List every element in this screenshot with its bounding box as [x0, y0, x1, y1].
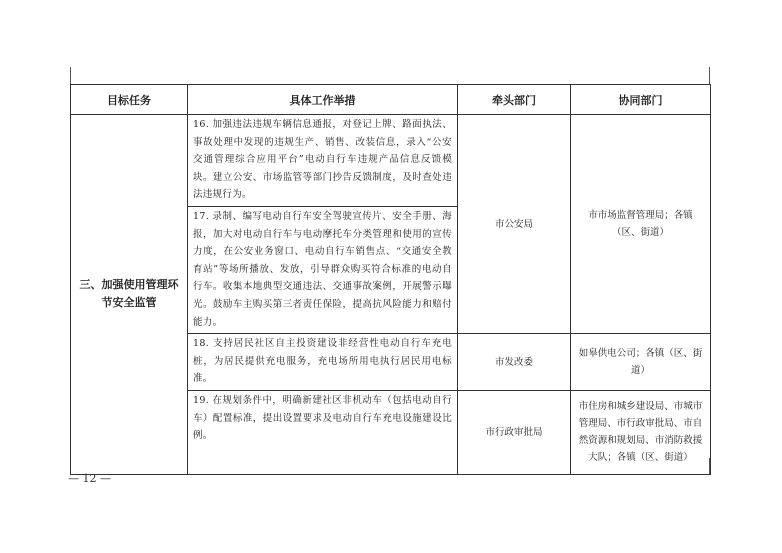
lead-dept-police: 市公安局: [458, 115, 571, 334]
work-plan-table: [70, 84, 711, 475]
measure-17: 17. 录制、编写电动自行车安全驾驶宣传片、安全手册、海报，加大对电动自行车与电动摩托车分类管理和使用的宣传力度，在公安业务窗口、电动自行车销售点、“交通安全教育站”等场所播放、发放，引导群众购买符合标准的电动自行车。收集本地典型交通违法、交通事故案例，开展警示曝光。鼓励车主购买第三者责任保险，提高抗风险能力和赔付能力。: [188, 206, 458, 333]
table-row: [71, 115, 711, 207]
table-header-row: [71, 85, 711, 115]
measure-18: 18. 支持居民社区自主投资建设非经营性电动自行车充电桩，为居民提供充电服务，充电场所用电执行居民用电标准。: [188, 334, 458, 391]
header-assist-dept: 协同部门: [571, 85, 711, 115]
crop-mark-top-right: [709, 67, 710, 84]
lead-dept-reform: 市发改委: [458, 334, 571, 391]
measure-16: 16. 加强违法违规车辆信息通报，对登记上牌、路面执法、事故处理中发现的违规生产、销售、改装信息，录入“公安交通管理综合应用平台”电动自行车违规产品信息反馈模块。建立公安、市场监管等部门抄告反馈制度，及时查处违法违规行为。: [188, 115, 458, 207]
goal-cell: 三、加强使用管理环节安全监管: [71, 115, 188, 475]
assist-dept-power: 如皋供电公司；各镇（区、街道）: [571, 334, 711, 391]
header-measures: 具体工作举措: [188, 85, 458, 115]
assist-dept-housing: 市住房和城乡建设局、市城市管理局、市行政审批局、市自然资源和规划局、市消防救援大队；各镇（区、街道）: [571, 390, 711, 474]
measure-19: 19. 在规划条件中，明确新建社区非机动车（包括电动自行车）配置标准，提出设置要求及电动自行车充电设施建设比例。: [188, 390, 458, 474]
header-goal: 目标任务: [71, 85, 188, 115]
lead-dept-approval: 市行政审批局: [458, 390, 571, 474]
crop-mark-top-left: [70, 67, 71, 84]
assist-dept-market: 市市场监督管理局；各镇（区、街道）: [571, 115, 711, 334]
page-number: — 12 —: [68, 472, 111, 485]
header-lead-dept: 牵头部门: [458, 85, 571, 115]
